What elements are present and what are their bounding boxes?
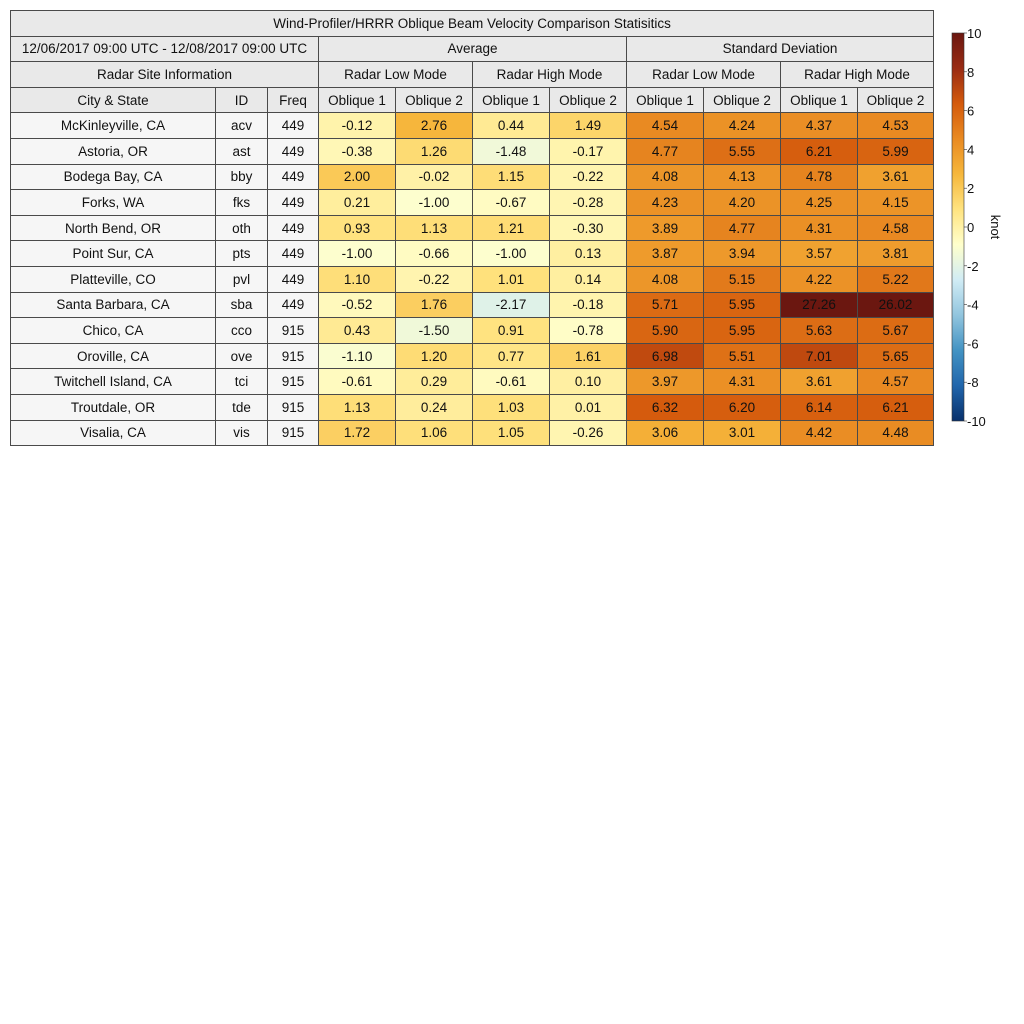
column-header-id: ID xyxy=(216,87,268,113)
heatmap-cell: 4.24 xyxy=(704,113,781,139)
colorbar-tick-label: 8 xyxy=(967,64,975,80)
site-city: North Bend, OR xyxy=(11,215,216,241)
site-id: tci xyxy=(216,369,268,395)
heatmap-cell: 2.00 xyxy=(319,164,396,190)
heatmap-cell: 0.43 xyxy=(319,318,396,344)
column-header-beam: Oblique 2 xyxy=(550,87,627,113)
site-id: fks xyxy=(216,190,268,216)
heatmap-cell: 5.22 xyxy=(858,266,934,292)
column-header-beam: Oblique 1 xyxy=(473,87,550,113)
table-row xyxy=(11,113,934,139)
heatmap-cell: 1.05 xyxy=(473,420,550,446)
heatmap-cell: 4.31 xyxy=(781,215,858,241)
heatmap-cell: 5.63 xyxy=(781,318,858,344)
site-freq: 449 xyxy=(268,266,319,292)
heatmap-cell: 6.14 xyxy=(781,394,858,420)
group-header-standard-deviation: Standard Deviation xyxy=(627,36,934,62)
heatmap-cell: 3.01 xyxy=(704,420,781,446)
group-header-average: Average xyxy=(319,36,627,62)
heatmap-cell: -0.12 xyxy=(319,113,396,139)
table-row xyxy=(11,343,934,369)
heatmap-cell: 0.91 xyxy=(473,318,550,344)
heatmap-cell: -0.26 xyxy=(550,420,627,446)
heatmap-cell: 1.01 xyxy=(473,266,550,292)
heatmap-cell: 3.61 xyxy=(858,164,934,190)
heatmap-cell: 4.15 xyxy=(858,190,934,216)
site-city: Chico, CA xyxy=(11,318,216,344)
heatmap-cell: 4.42 xyxy=(781,420,858,446)
heatmap-cell: 3.87 xyxy=(627,241,704,267)
colorbar-tick-label: -6 xyxy=(967,336,979,352)
heatmap-cell: 4.31 xyxy=(704,369,781,395)
heatmap-cell: 7.01 xyxy=(781,343,858,369)
heatmap-cell: -0.38 xyxy=(319,138,396,164)
heatmap-cell: -0.61 xyxy=(473,369,550,395)
heatmap-cell: 1.76 xyxy=(396,292,473,318)
heatmap-cell: 6.20 xyxy=(704,394,781,420)
site-freq: 449 xyxy=(268,190,319,216)
colorbar-tick-label: 0 xyxy=(967,220,975,235)
mode-header: Radar High Mode xyxy=(473,62,627,88)
heatmap-cell: -0.78 xyxy=(550,318,627,344)
site-freq: 449 xyxy=(268,241,319,267)
site-freq: 915 xyxy=(268,420,319,446)
site-freq: 915 xyxy=(268,343,319,369)
heatmap-cell: 1.10 xyxy=(319,266,396,292)
heatmap-cell: 1.20 xyxy=(396,343,473,369)
table-row xyxy=(11,164,934,190)
heatmap-cell: -2.17 xyxy=(473,292,550,318)
heatmap-cell: 1.13 xyxy=(319,394,396,420)
colorbar-tick-label: -2 xyxy=(967,258,979,274)
heatmap-cell: 3.61 xyxy=(781,369,858,395)
heatmap-cell: 4.13 xyxy=(704,164,781,190)
heatmap-cell: 5.15 xyxy=(704,266,781,292)
site-city: Forks, WA xyxy=(11,190,216,216)
heatmap-cell: -1.10 xyxy=(319,343,396,369)
heatmap-cell: 1.26 xyxy=(396,138,473,164)
site-info-header: Radar Site Information xyxy=(11,62,319,88)
heatmap-cell: 4.08 xyxy=(627,266,704,292)
heatmap-cell: 3.57 xyxy=(781,241,858,267)
site-city: Platteville, CO xyxy=(11,266,216,292)
site-freq: 915 xyxy=(268,369,319,395)
site-city: Oroville, CA xyxy=(11,343,216,369)
heatmap-cell: 5.99 xyxy=(858,138,934,164)
mode-header: Radar Low Mode xyxy=(627,62,781,88)
heatmap-cell: 4.37 xyxy=(781,113,858,139)
heatmap-cell: -0.17 xyxy=(550,138,627,164)
heatmap-cell: 0.10 xyxy=(550,369,627,395)
title-row xyxy=(11,11,934,37)
heatmap-cell: 0.13 xyxy=(550,241,627,267)
heatmap-cell: 6.98 xyxy=(627,343,704,369)
colorbar-gradient xyxy=(952,33,964,421)
heatmap-cell: 4.77 xyxy=(627,138,704,164)
site-id: vis xyxy=(216,420,268,446)
heatmap-cell: 4.58 xyxy=(858,215,934,241)
heatmap-cell: 6.32 xyxy=(627,394,704,420)
heatmap-cell: 4.53 xyxy=(858,113,934,139)
site-city: McKinleyville, CA xyxy=(11,113,216,139)
heatmap-cell: 1.03 xyxy=(473,394,550,420)
colorbar-tick-label: 6 xyxy=(967,103,975,119)
colorbar-tick-label: -4 xyxy=(967,297,979,313)
table-row xyxy=(11,138,934,164)
heatmap-cell: -0.02 xyxy=(396,164,473,190)
site-freq: 449 xyxy=(268,138,319,164)
mode-row xyxy=(11,62,934,88)
heatmap-cell: 0.77 xyxy=(473,343,550,369)
heatmap-cell: 1.06 xyxy=(396,420,473,446)
heatmap-cell: 0.29 xyxy=(396,369,473,395)
heatmap-cell: -1.00 xyxy=(473,241,550,267)
column-header-city: City & State xyxy=(11,87,216,113)
heatmap-cell: -0.18 xyxy=(550,292,627,318)
site-freq: 449 xyxy=(268,113,319,139)
heatmap-cell: 5.90 xyxy=(627,318,704,344)
site-id: sba xyxy=(216,292,268,318)
heatmap-cell: 4.08 xyxy=(627,164,704,190)
site-freq: 449 xyxy=(268,164,319,190)
heatmap-cell: 4.23 xyxy=(627,190,704,216)
heatmap-cell: -0.28 xyxy=(550,190,627,216)
heatmap-cell: 1.61 xyxy=(550,343,627,369)
heatmap-cell: 5.65 xyxy=(858,343,934,369)
site-city: Troutdale, OR xyxy=(11,394,216,420)
site-id: ast xyxy=(216,138,268,164)
heatmap-cell: 0.24 xyxy=(396,394,473,420)
site-city: Bodega Bay, CA xyxy=(11,164,216,190)
heatmap-cell: 2.76 xyxy=(396,113,473,139)
column-header-beam: Oblique 1 xyxy=(781,87,858,113)
heatmap-cell: 1.13 xyxy=(396,215,473,241)
table-row xyxy=(11,369,934,395)
heatmap-cell: 0.44 xyxy=(473,113,550,139)
table-row xyxy=(11,420,934,446)
colorbar-tick-label: 2 xyxy=(967,181,975,197)
colorbar-tick-label: -8 xyxy=(967,375,979,391)
site-id: tde xyxy=(216,394,268,420)
table-row xyxy=(11,292,934,318)
table-row xyxy=(11,215,934,241)
heatmap-cell: 4.48 xyxy=(858,420,934,446)
heatmap-cell: 6.21 xyxy=(858,394,934,420)
heatmap-cell: 3.81 xyxy=(858,241,934,267)
column-header-beam: Oblique 2 xyxy=(396,87,473,113)
heatmap-cell: 6.21 xyxy=(781,138,858,164)
table-row xyxy=(11,318,934,344)
site-city: Twitchell Island, CA xyxy=(11,369,216,395)
site-freq: 915 xyxy=(268,318,319,344)
heatmap-cell: -0.61 xyxy=(319,369,396,395)
heatmap-cell: 0.93 xyxy=(319,215,396,241)
column-header-freq: Freq xyxy=(268,87,319,113)
site-city: Santa Barbara, CA xyxy=(11,292,216,318)
heatmap-cell: 5.71 xyxy=(627,292,704,318)
site-freq: 449 xyxy=(268,292,319,318)
heatmap-cell: 1.15 xyxy=(473,164,550,190)
site-id: pts xyxy=(216,241,268,267)
table-row xyxy=(11,266,934,292)
heatmap-cell: 27.26 xyxy=(781,292,858,318)
heatmap-cell: 4.20 xyxy=(704,190,781,216)
colorbar-tick-label: 10 xyxy=(967,26,982,41)
table-row xyxy=(11,190,934,216)
colorbar xyxy=(945,25,1020,435)
heatmap-cell: -1.00 xyxy=(396,190,473,216)
group-row xyxy=(11,36,934,62)
heatmap-cell: -1.50 xyxy=(396,318,473,344)
column-header-beam: Oblique 2 xyxy=(704,87,781,113)
heatmap-cell: 3.06 xyxy=(627,420,704,446)
mode-header: Radar High Mode xyxy=(781,62,934,88)
heatmap-cell: 4.25 xyxy=(781,190,858,216)
colorbar-label: knot xyxy=(988,214,1003,240)
heatmap-cell: 4.57 xyxy=(858,369,934,395)
colorbar-ticks xyxy=(964,26,986,429)
statistics-table xyxy=(10,10,934,446)
heatmap-cell: 5.55 xyxy=(704,138,781,164)
chart-title: Wind-Profiler/HRRR Oblique Beam Velocity Comparison Statisitics xyxy=(11,11,934,37)
heatmap-cell: 26.02 xyxy=(858,292,934,318)
site-freq: 449 xyxy=(268,215,319,241)
heatmap-cell: -0.22 xyxy=(396,266,473,292)
heatmap-cell: 5.95 xyxy=(704,292,781,318)
site-city: Point Sur, CA xyxy=(11,241,216,267)
date-range: 12/06/2017 09:00 UTC - 12/08/2017 09:00 UTC xyxy=(11,36,319,62)
heatmap-cell: 0.14 xyxy=(550,266,627,292)
column-header-beam: Oblique 1 xyxy=(319,87,396,113)
column-header-beam: Oblique 1 xyxy=(627,87,704,113)
heatmap-cell: -0.30 xyxy=(550,215,627,241)
site-id: ove xyxy=(216,343,268,369)
heatmap-cell: -0.66 xyxy=(396,241,473,267)
heatmap-cell: -0.22 xyxy=(550,164,627,190)
heatmap-cell: 4.78 xyxy=(781,164,858,190)
site-id: acv xyxy=(216,113,268,139)
heatmap-cell: 4.77 xyxy=(704,215,781,241)
heatmap-cell: 5.95 xyxy=(704,318,781,344)
heatmap-cell: 3.94 xyxy=(704,241,781,267)
heatmap-cell: -1.48 xyxy=(473,138,550,164)
heatmap-cell: 0.21 xyxy=(319,190,396,216)
heatmap-cell: 3.97 xyxy=(627,369,704,395)
table-row xyxy=(11,241,934,267)
heatmap-cell: 1.49 xyxy=(550,113,627,139)
heatmap-cell: 4.54 xyxy=(627,113,704,139)
heatmap-cell: 0.01 xyxy=(550,394,627,420)
heatmap-cell: -1.00 xyxy=(319,241,396,267)
column-header-beam: Oblique 2 xyxy=(858,87,934,113)
heatmap-cell: 4.22 xyxy=(781,266,858,292)
heatmap-cell: -0.67 xyxy=(473,190,550,216)
site-city: Astoria, OR xyxy=(11,138,216,164)
site-id: cco xyxy=(216,318,268,344)
heatmap-cell: 1.21 xyxy=(473,215,550,241)
site-freq: 915 xyxy=(268,394,319,420)
heatmap-cell: -0.52 xyxy=(319,292,396,318)
site-id: oth xyxy=(216,215,268,241)
heatmap-cell: 5.51 xyxy=(704,343,781,369)
heatmap-cell: 5.67 xyxy=(858,318,934,344)
heatmap-cell: 3.89 xyxy=(627,215,704,241)
column-header-row xyxy=(11,87,934,113)
site-id: bby xyxy=(216,164,268,190)
site-id: pvl xyxy=(216,266,268,292)
heatmap-cell: 1.72 xyxy=(319,420,396,446)
colorbar-tick-label: -10 xyxy=(967,414,986,429)
site-city: Visalia, CA xyxy=(11,420,216,446)
table-row xyxy=(11,394,934,420)
colorbar-tick-label: 4 xyxy=(967,142,975,158)
mode-header: Radar Low Mode xyxy=(319,62,473,88)
